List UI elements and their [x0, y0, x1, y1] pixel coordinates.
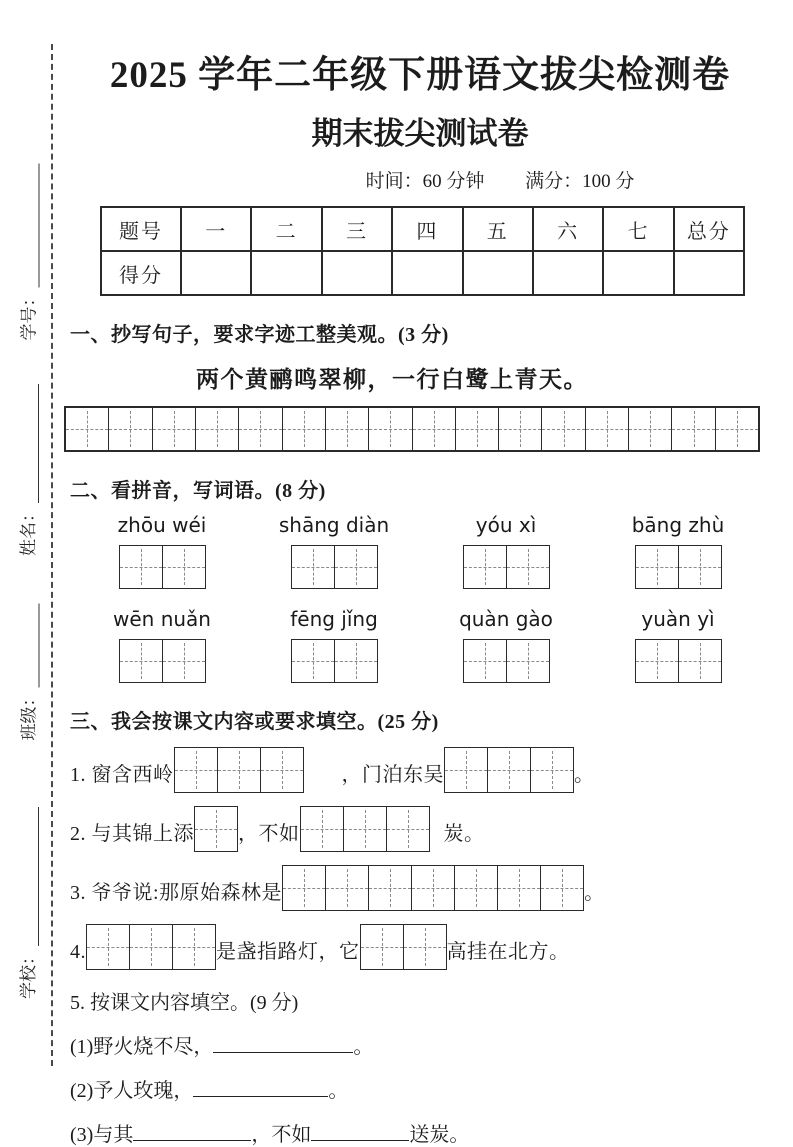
column-header: 二 [251, 207, 321, 251]
word-cell[interactable] [120, 640, 163, 682]
grid-cell[interactable] [283, 408, 326, 450]
answer-cell[interactable] [455, 866, 498, 910]
question-5-text: 5. 按课文内容填空。(9 分) [70, 992, 299, 1014]
question-4-text: 高挂在北方。 [446, 941, 570, 963]
exam-content [70, 38, 770, 1147]
word-cell[interactable] [464, 546, 507, 588]
question-number-header: 题号 [101, 207, 181, 251]
grid-cell[interactable] [239, 408, 282, 450]
answer-cell[interactable] [498, 866, 541, 910]
school-label: 学校： [19, 948, 38, 999]
pinyin-group [592, 513, 764, 589]
score-cell[interactable] [251, 251, 321, 295]
question-5-1-text: (1)野火烧不尽， [70, 1036, 214, 1058]
school-field [13, 807, 39, 999]
word-cell[interactable] [120, 546, 163, 588]
question-1-text: 1. 窗含西岭 [70, 764, 174, 786]
question-4 [70, 924, 770, 970]
column-header: 五 [463, 207, 533, 251]
question-5-2-text: (2)予人玫瑰， [70, 1080, 194, 1102]
student-name-field [13, 384, 39, 556]
grid-cell[interactable] [326, 408, 369, 450]
answer-cell[interactable] [218, 748, 261, 792]
question-3-text: 。 [584, 882, 605, 904]
question-4-text: 4. [70, 941, 86, 963]
score-table-score-row [101, 251, 744, 295]
word-writing-box[interactable] [119, 545, 206, 589]
score-cell[interactable] [463, 251, 533, 295]
word-writing-box[interactable] [635, 639, 722, 683]
pinyin-group [420, 607, 592, 683]
score-cell[interactable] [603, 251, 673, 295]
pinyin-word: yuàn yì [641, 607, 715, 631]
student-name-label: 姓名： [19, 505, 38, 556]
answer-cell[interactable] [283, 866, 326, 910]
answer-cell[interactable] [175, 748, 218, 792]
question-5-3 [70, 1118, 770, 1147]
word-cell[interactable] [464, 640, 507, 682]
grid-cell[interactable] [586, 408, 629, 450]
fill-blank[interactable] [193, 1078, 328, 1097]
question-5-2 [70, 1074, 770, 1103]
pinyin-word: zhōu wéi [117, 513, 207, 537]
answer-cell[interactable] [404, 925, 446, 969]
score-row-label: 得分 [101, 251, 181, 295]
total-score-header: 总分 [674, 207, 744, 251]
answer-box[interactable] [174, 747, 304, 793]
word-cell[interactable] [507, 640, 549, 682]
answer-box[interactable] [194, 806, 238, 852]
binding-dashed-line [51, 44, 53, 1066]
question-5-1 [70, 1030, 770, 1059]
question-3 [70, 865, 770, 911]
answer-cell[interactable] [369, 866, 412, 910]
score-cell[interactable] [674, 251, 744, 295]
pinyin-word: yóu xì [475, 513, 537, 537]
student-name-blank[interactable] [21, 384, 39, 503]
pinyin-group [76, 607, 248, 683]
pinyin-group [76, 513, 248, 589]
question-4-text: 是盏指路灯，它 [216, 941, 360, 963]
answer-cell[interactable] [130, 925, 173, 969]
pinyin-word: bāng zhù [631, 513, 725, 537]
score-table-header-row [101, 207, 744, 251]
question-5-3-text: ，不如 [251, 1124, 312, 1146]
word-writing-box[interactable] [291, 545, 378, 589]
answer-cell[interactable] [261, 748, 303, 792]
exam-full-score: 满分：100 分 [525, 171, 635, 192]
word-writing-box[interactable] [119, 639, 206, 683]
student-id-field [14, 164, 40, 341]
fill-blank[interactable] [311, 1122, 409, 1141]
word-cell[interactable] [335, 546, 377, 588]
grid-cell[interactable] [672, 408, 715, 450]
word-cell[interactable] [163, 546, 205, 588]
word-cell[interactable] [636, 546, 679, 588]
section-three-heading: 三、我会按课文内容或要求填空。(25 分) [70, 711, 439, 733]
grid-cell[interactable] [542, 408, 585, 450]
grid-cell[interactable] [196, 408, 239, 450]
word-cell[interactable] [636, 640, 679, 682]
column-header: 六 [533, 207, 603, 251]
answer-box[interactable] [444, 747, 574, 793]
answer-cell[interactable] [531, 748, 573, 792]
grid-cell[interactable] [499, 408, 542, 450]
pinyin-group [248, 513, 420, 589]
student-id-label: 学号： [19, 289, 39, 341]
answer-box[interactable] [282, 865, 584, 911]
grid-cell[interactable] [716, 408, 758, 450]
column-header: 四 [392, 207, 462, 251]
pinyin-group [592, 607, 764, 683]
answer-cell[interactable] [301, 807, 344, 851]
column-header: 三 [322, 207, 392, 251]
page-subtitle: 期末拔尖测试卷 [311, 116, 529, 151]
word-cell[interactable] [679, 640, 721, 682]
fill-blank[interactable] [213, 1034, 353, 1053]
score-cell[interactable] [533, 251, 603, 295]
word-cell[interactable] [292, 640, 335, 682]
grid-cell[interactable] [629, 408, 672, 450]
question-2-text: 2. 与其锦上添 [70, 823, 194, 845]
answer-cell[interactable] [87, 925, 130, 969]
section-two-heading: 二、看拼音，写词语。(8 分) [70, 480, 326, 502]
exam-time: 时间：60 分钟 [365, 171, 485, 192]
question-5-1-text: 。 [353, 1036, 374, 1058]
word-cell[interactable] [292, 546, 335, 588]
word-writing-box[interactable] [635, 545, 722, 589]
question-1-text: ，门泊东吴 [341, 764, 444, 786]
pinyin-row-1 [70, 513, 770, 589]
score-cell[interactable] [392, 251, 462, 295]
pinyin-group [248, 607, 420, 683]
answer-cell[interactable] [361, 925, 404, 969]
copy-sentence: 两个黄鹂鸣翠柳，一行白鹭上青天。 [196, 367, 588, 392]
score-cell[interactable] [322, 251, 392, 295]
word-cell[interactable] [335, 640, 377, 682]
answer-cell[interactable] [195, 807, 237, 851]
question-2-text: 炭。 [443, 823, 485, 845]
exam-meta [70, 166, 770, 193]
grid-cell[interactable] [456, 408, 499, 450]
pinyin-word: quàn gào [459, 607, 553, 631]
class-field [14, 604, 40, 741]
grid-cell[interactable] [66, 408, 109, 450]
answer-cell[interactable] [173, 925, 215, 969]
answer-cell[interactable] [488, 748, 531, 792]
answer-cell[interactable] [326, 866, 369, 910]
pinyin-word: shāng diàn [278, 513, 390, 537]
grid-cell[interactable] [413, 408, 456, 450]
answer-box[interactable] [86, 924, 216, 970]
question-1 [70, 747, 770, 793]
section-one-heading: 一、抄写句子，要求字迹工整美观。(3 分) [70, 324, 449, 346]
word-cell[interactable] [507, 546, 549, 588]
answer-cell[interactable] [387, 807, 429, 851]
school-blank[interactable] [21, 807, 39, 946]
column-header: 七 [603, 207, 673, 251]
column-header: 一 [181, 207, 251, 251]
word-writing-box[interactable] [291, 639, 378, 683]
class-label: 班级： [19, 689, 39, 741]
answer-box[interactable] [360, 924, 447, 970]
answer-cell[interactable] [445, 748, 488, 792]
word-writing-box[interactable] [463, 639, 550, 683]
question-5-2-text: 。 [328, 1080, 349, 1102]
page-title: 2025 学年二年级下册语文拔尖检测卷 [109, 55, 731, 96]
pinyin-word: fēng jǐng [290, 607, 378, 631]
class-blank[interactable] [22, 604, 40, 688]
pinyin-row-2 [70, 607, 770, 683]
fill-blank[interactable] [133, 1122, 251, 1141]
question-3-text: 3. 爷爷说:那原始森林是 [70, 882, 283, 904]
pinyin-group [420, 513, 592, 589]
question-1-text: 。 [574, 764, 595, 786]
answer-cell[interactable] [412, 866, 455, 910]
question-5-3-text: 送炭。 [409, 1124, 470, 1146]
word-cell[interactable] [679, 546, 721, 588]
grid-cell[interactable] [153, 408, 196, 450]
answer-cell[interactable] [541, 866, 583, 910]
grid-cell[interactable] [109, 408, 152, 450]
answer-box[interactable] [300, 806, 430, 852]
writing-grid[interactable] [64, 406, 760, 452]
question-2-text: ，不如 [238, 823, 300, 845]
question-5-3-text: (3)与其 [70, 1124, 134, 1146]
answer-cell[interactable] [344, 807, 387, 851]
word-writing-box[interactable] [463, 545, 550, 589]
score-cell[interactable] [181, 251, 251, 295]
pinyin-word: wēn nuǎn [113, 607, 211, 631]
question-2 [70, 806, 770, 852]
grid-cell[interactable] [369, 408, 412, 450]
student-id-blank[interactable] [22, 164, 40, 288]
score-table [100, 206, 745, 296]
word-cell[interactable] [163, 640, 205, 682]
